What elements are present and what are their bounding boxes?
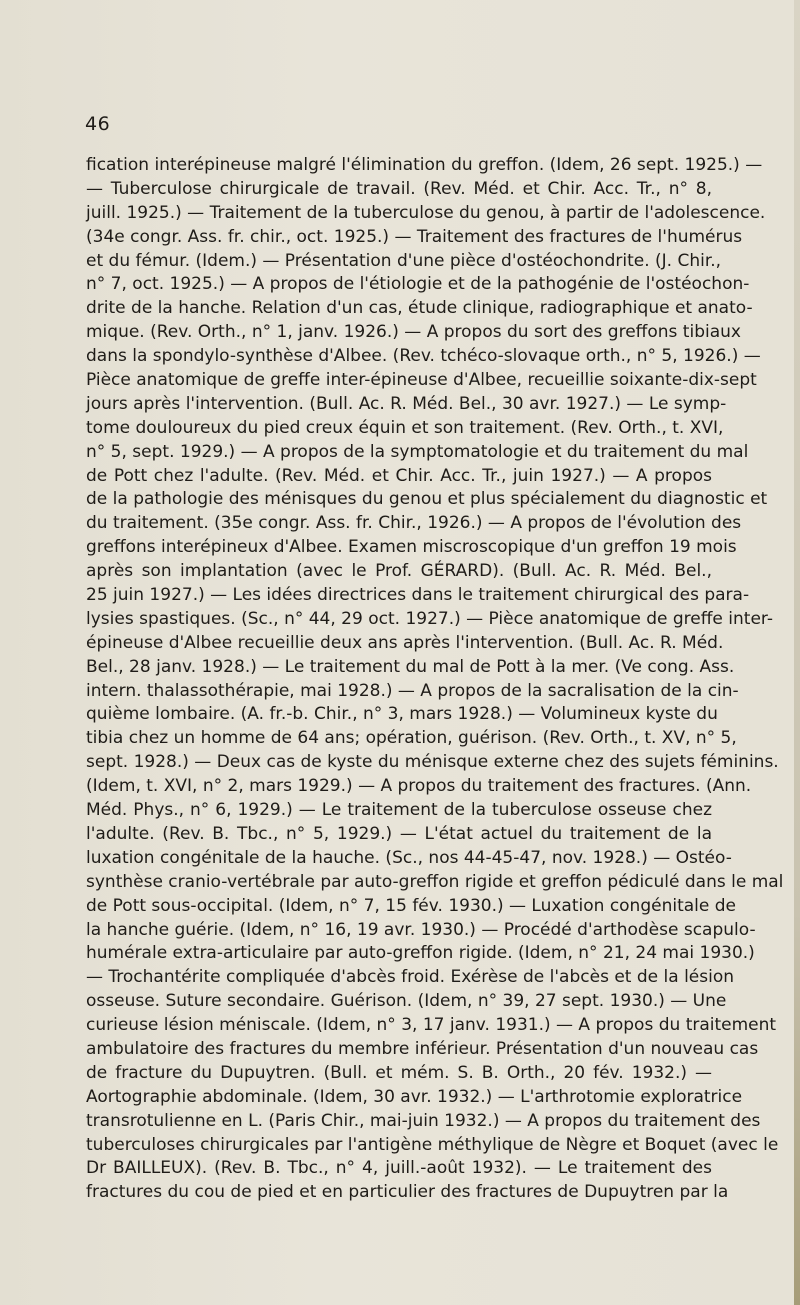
text-line: 25 juin 1927.) — Les idées directrices dans le traitement chirurgical des para-: [86, 585, 750, 606]
text-line: l'adulte. (Rev. B. Tbc., n° 5, 1929.) — L'état actuel du traitement de la: [86, 823, 712, 844]
text-line: fication interépineuse malgré l'élimination du greffon. (Idem, 26 sept. 1925.) —: [86, 155, 763, 175]
text-line: greffons interépineux d'Albee. Examen miscroscopique d'un greffon 19 mois: [86, 537, 737, 558]
text-line: n° 5, sept. 1929.) — A propos de la symptomatologie et du traitement du mal: [86, 441, 749, 462]
text-line: lysies spastiques. (Sc., n° 44, 29 oct. 1927.) — Pièce anatomique de greffe inter-: [86, 608, 773, 629]
text-line: sept. 1928.) — Deux cas de kyste du ménisque externe chez des sujets féminins.: [86, 752, 779, 773]
text-line: fractures du cou de pied et en particulier des fractures de Dupuytren par la: [86, 1182, 729, 1203]
text-line: tuberculoses chirurgicales par l'antigène méthylique de Nègre et Boquet (avec le: [86, 1134, 779, 1155]
text-line: quième lombaire. (A. fr.-b. Chir., n° 3, mars 1928.) — Volumineux kyste du: [86, 704, 718, 725]
text-line: de fracture du Dupuytren. (Bull. et mém. S. B. Orth., 20 fév. 1932.) —: [86, 1062, 712, 1083]
text-line: Méd. Phys., n° 6, 1929.) — Le traitement de la tuberculose osseuse chez: [86, 800, 712, 821]
text-line: transrotulienne en L. (Paris Chir., mai-juin 1932.) — A propos du traitement des: [86, 1110, 761, 1131]
text-line: n° 7, oct. 1925.) — A propos de l'étiologie et de la pathogénie de l'ostéochon-: [86, 274, 750, 295]
text-line: de la pathologie des ménisques du genou et plus spécialement du diagnostic et: [86, 489, 768, 510]
text-line: du traitement. (35e congr. Ass. fr. Chir., 1926.) — A propos de l'évolution des: [86, 513, 742, 534]
text-line: de Pott sous-occipital. (Idem, n° 7, 15 fév. 1930.) — Luxation congénitale de: [86, 895, 737, 916]
text-line: la hanche guérie. (Idem, n° 16, 19 avr. 1930.) — Procédé d'arthodèse scapulo-: [86, 919, 756, 940]
text-line: tome douloureux du pied creux équin et son traitement. (Rev. Orth., t. XVI,: [86, 417, 724, 438]
bibliography-text: [86, 154, 784, 1205]
text-line: de Pott chez l'adulte. (Rev. Méd. et Chir. Acc. Tr., juin 1927.) — A propos: [86, 465, 712, 486]
page-edge: [794, 0, 800, 1305]
text-line: Bel., 28 janv. 1928.) — Le traitement du mal de Pott à la mer. (Ve cong. Ass.: [86, 656, 735, 677]
text-line: (34e congr. Ass. fr. chir., oct. 1925.) — Traitement des fractures de l'humérus: [86, 226, 743, 247]
text-line: dans la spondylo-synthèse d'Albee. (Rev. tchéco-slovaque orth., n° 5, 1926.) —: [86, 346, 761, 367]
text-line: Dr BAILLEUX). (Rev. B. Tbc., n° 4, juill.-août 1932). — Le traitement des: [86, 1158, 712, 1179]
text-line: osseuse. Suture secondaire. Guérison. (Idem, n° 39, 27 sept. 1930.) — Une: [86, 991, 727, 1012]
text-line: juill. 1925.) — Traitement de la tuberculose du genou, à partir de l'adolescence.: [86, 202, 766, 223]
page-number: 46: [85, 113, 111, 135]
text-line: après son implantation (avec le Prof. GÉRARD). (Bull. Ac. R. Méd. Bel.,: [86, 561, 712, 582]
text-line: — Tuberculose chirurgicale de travail. (Rev. Méd. et Chir. Acc. Tr., n° 8,: [86, 178, 712, 199]
text-line: jours après l'intervention. (Bull. Ac. R. Méd. Bel., 30 avr. 1927.) — Le symp-: [86, 393, 727, 414]
text-line: intern. thalassothérapie, mai 1928.) — A propos de la sacralisation de la cin-: [86, 680, 739, 701]
text-line: — Trochantérite compliquée d'abcès froid. Exérèse de l'abcès et de la lésion: [86, 967, 735, 988]
text-line: Pièce anatomique de greffe inter-épineuse d'Albee, recueillie soixante-dix-sept: [86, 370, 757, 391]
text-line: et du fémur. (Idem.) — Présentation d'une pièce d'ostéochondrite. (J. Chir.,: [86, 250, 722, 271]
text-line: mique. (Rev. Orth., n° 1, janv. 1926.) — A propos du sort des greffons tibiaux: [86, 322, 741, 343]
text-line: ambulatoire des fractures du membre inférieur. Présentation d'un nouveau cas: [86, 1038, 759, 1059]
text-line: drite de la hanche. Relation d'un cas, étude clinique, radiographique et anato-: [86, 298, 753, 319]
text-line: humérale extra-articulaire par auto-greffon rigide. (Idem, n° 21, 24 mai 1930.): [86, 943, 755, 964]
text-line: tibia chez un homme de 64 ans; opération, guérison. (Rev. Orth., t. XV, n° 5,: [86, 728, 737, 749]
text-line: curieuse lésion méniscale. (Idem, n° 3, 17 janv. 1931.) — A propos du traitement: [86, 1015, 777, 1036]
text-line: Aortographie abdominale. (Idem, 30 avr. 1932.) — L'arthrotomie exploratrice: [86, 1086, 743, 1107]
text-line: luxation congénitale de la hauche. (Sc., nos 44-45-47, nov. 1928.) — Ostéo-: [86, 847, 732, 868]
text-line: épineuse d'Albee recueillie deux ans après l'intervention. (Bull. Ac. R. Méd.: [86, 632, 724, 653]
text-line: synthèse cranio-vertébrale par auto-greffon rigide et greffon pédiculé dans le mal: [86, 871, 784, 892]
text-line: (Idem, t. XVI, n° 2, mars 1929.) — A propos du traitement des fractures. (Ann.: [86, 776, 752, 797]
